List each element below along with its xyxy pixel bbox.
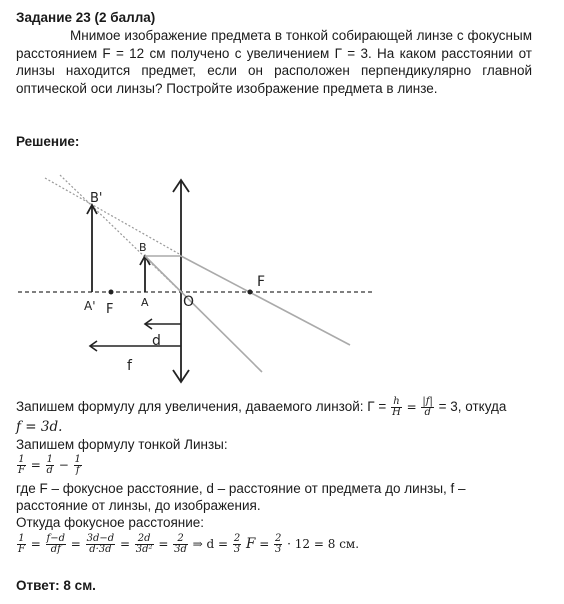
thin-lens-formula: $\frac{1}{F}$ = $\frac{1}{d}$ − $\frac{1}{f}$	[18, 454, 81, 476]
frac-1-f: $\frac{1}{f}$	[74, 454, 81, 476]
frac-1-F: $\frac{1}{F}$	[18, 454, 25, 476]
frac-2d-3d2: $\frac{2d}{\text{3d²}}$	[135, 533, 153, 555]
label-a: A	[141, 296, 149, 309]
formula-magnification-line: Запишем формулу для увеличения, даваемого линзой: Γ = $\frac{h}{H}$ = $\frac{|f|}{d}$ = 3, откуда	[16, 396, 507, 418]
ray-center	[145, 256, 262, 372]
line1-end: = 3, откуда	[438, 399, 507, 415]
line-f-3d: f = 3d.	[16, 419, 63, 435]
frac-h-H: $\frac{h}{H}$	[392, 396, 401, 418]
focus-left-dot	[109, 290, 114, 295]
frac-3dd: $\frac{3d-d}{d\cdot 3d}$	[86, 533, 115, 555]
label-f-right: F	[257, 274, 266, 290]
task-title: Задание 23 (2 балла)	[16, 10, 156, 25]
focal-derivation: $\frac{1}{F}$ = $\frac{f-d}{df}$ = $\frac{3d-d}{d\cdot 3d}$ = $\frac{2d}{\text{3d²}}$ = $\frac{2}{3d}$ ⇒ d = $\frac{2}{3}$ F = $\frac{2}{3}$ · 12 = 8 см.	[18, 533, 360, 555]
focus-right-dot	[248, 290, 253, 295]
frac-2-3d: $\frac{2}{3d}$	[174, 533, 187, 555]
frac-2-3-b: $\frac{2}{3}$	[275, 533, 282, 555]
answer: Ответ: 8 см.	[16, 578, 96, 593]
task-text	[16, 27, 532, 97]
label-f-left: F	[106, 302, 114, 317]
label-a-prime: A'	[84, 299, 96, 313]
label-f: f	[127, 358, 132, 374]
task-text-body: Мнимое изображение предмета в тонкой собирающей линзе с фокусным расстоянием F = 12 см получено с увеличением Γ = 3. На каком расстоянии от линзы находится предмет, если он расположен перпендикулярно главной оптической оси линзы? Постройте изображение предмета в линзе.	[16, 28, 532, 96]
line8-tail: ⇒ d =	[192, 537, 232, 552]
focal-heading: Откуда фокусное расстояние:	[16, 515, 205, 530]
lens-diagram	[0, 160, 400, 390]
thin-lens-heading: Запишем формулу тонкой Линзы:	[16, 437, 228, 452]
label-b: B	[139, 241, 147, 254]
label-b-prime: B'	[90, 191, 103, 206]
ray-refracted	[181, 256, 350, 345]
label-o: O	[183, 294, 195, 310]
frac-fd-df: $\frac{f-d}{df}$	[46, 533, 66, 555]
label-d: d	[152, 333, 161, 349]
definitions-line-1: где F – фокусное расстояние, d – расстояние от предмета до линзы, f –	[16, 481, 466, 496]
frac-1-d: $\frac{1}{d}$	[46, 454, 53, 476]
definitions-line-2: расстояние от линзы, до изображения.	[16, 498, 261, 513]
frac-2-3-a: $\frac{2}{3}$	[233, 533, 241, 555]
solution-heading: Решение:	[16, 134, 80, 149]
dotted-ray-1	[45, 178, 181, 255]
line1-text: Запишем формулу для увеличения, даваемого линзой: Γ =	[16, 399, 387, 415]
line8-end: · 12 = 8 см.	[287, 537, 360, 552]
frac-1-F-b: $\frac{1}{F}$	[18, 533, 25, 555]
frac-f-d: $\frac{|f|}{d}$	[422, 396, 433, 418]
